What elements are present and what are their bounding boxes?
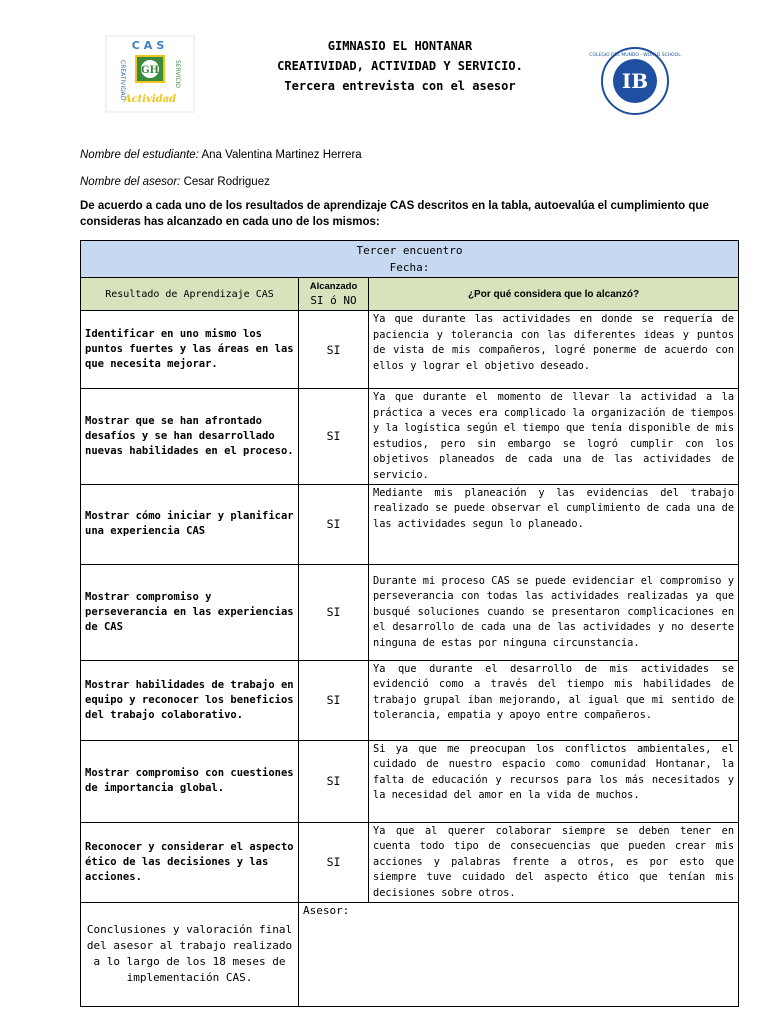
reason-text: Mediante mis planeación y las evidencias del trabajo realizado se puede observar el cumplimiento de cada una de las actividades segun lo planeado. bbox=[369, 484, 739, 564]
advisor-label: Nombre del asesor: bbox=[80, 176, 181, 188]
school-name: GIMNASIO EL HONTANAR bbox=[327, 39, 473, 53]
table-row bbox=[81, 564, 739, 660]
cas-word: Actividad bbox=[123, 94, 177, 105]
advisor-notes: Asesor: bbox=[299, 902, 739, 1006]
table-row bbox=[81, 311, 739, 389]
program-name: CREATIVIDAD, ACTIVIDAD Y SERVICIO. bbox=[277, 59, 523, 73]
reached-value: SI bbox=[299, 822, 369, 902]
document-header bbox=[200, 36, 600, 96]
encounter-title: Tercer encuentro bbox=[356, 244, 463, 257]
ib-text: IB bbox=[621, 69, 649, 93]
learning-outcome: Mostrar habilidades de trabajo en equipo y reconocer los beneficios del trabajo colaborativo. bbox=[81, 660, 299, 740]
instructions: De acuerdo a cada uno de los resultados de aprendizaje CAS descritos en la tabla, autoevalúa el cumplimiento que consideras has alcanzado en cada uno de los mismos: bbox=[80, 200, 709, 228]
table-row bbox=[81, 484, 739, 564]
table-row bbox=[81, 822, 739, 902]
table-row bbox=[81, 660, 739, 740]
student-field bbox=[80, 149, 362, 161]
cas-logo bbox=[106, 36, 194, 112]
student-label: Nombre del estudiante: bbox=[80, 149, 199, 161]
conclusion-label: Conclusiones y valoración final del asesor al trabajo realizado a lo largo de los 18 meses de implementación CAS. bbox=[81, 902, 299, 1006]
cas-letters: CAS bbox=[131, 39, 169, 52]
advisor-name: Cesar Rodriguez bbox=[183, 176, 270, 188]
learning-outcome: Identificar en uno mismo los puntos fuertes y las áreas en las que necesita mejorar. bbox=[81, 311, 299, 389]
reached-value: SI bbox=[299, 660, 369, 740]
reason-text: Ya que durante las actividades en donde se requería de paciencia y tolerancia con las diferentes ideas y puntos de vista de mis compañeros, logré ponerme de acuerdo con ellos y lograr el objetivo deseado. bbox=[369, 311, 739, 389]
ib-logo bbox=[589, 46, 681, 116]
student-name: Ana Valentina Martinez Herrera bbox=[201, 149, 362, 161]
reason-text: Ya que al querer colaborar siempre se deben tener en cuenta todo tipo de consecuencias que pueden crear mis acciones y palabras frente a otros, es por esto que siempre tuve cuidado del aspecto ético que tenían mis decisiones sobre otros. bbox=[369, 822, 739, 902]
learning-outcome: Mostrar que se han afrontado desafíos y se han desarrollado nuevas habilidades en el proceso. bbox=[81, 389, 299, 485]
reason-text: Durante mi proceso CAS se puede evidenciar el compromiso y perseverancia con todas las actividades realizadas ya que busqué soluciones cuando se presentaron complicaciones en el desarrollo de cada una de las actividades y no deserte ninguna de estas por ninguna circunstancia. bbox=[369, 564, 739, 660]
reached-value: SI bbox=[299, 311, 369, 389]
ib-ring-text: COLEGIO DEL MUNDO · WORLD SCHOOL bbox=[589, 53, 681, 58]
col-header-why: ¿Por qué considera que lo alcanzó? bbox=[369, 278, 739, 311]
cas-evaluation-table bbox=[80, 240, 739, 1007]
learning-outcome: Reconocer y considerar el aspecto ético de las decisiones y las acciones. bbox=[81, 822, 299, 902]
learning-outcome: Mostrar compromiso y perseverancia en las experiencias de CAS bbox=[81, 564, 299, 660]
learning-outcome: Mostrar compromiso con cuestiones de importancia global. bbox=[81, 740, 299, 822]
advisor-field bbox=[80, 176, 270, 188]
svg-text:GH: GH bbox=[141, 65, 159, 76]
encounter-band bbox=[81, 241, 739, 278]
reason-text: Ya que durante el desarrollo de mis actividades se evidenció como a través del tiempo mis habilidades de trabajo grupal iban mejorando, al igual que mi sentido de tolerancia, empatia y apoyo entre compañeros. bbox=[369, 660, 739, 740]
reason-text: Ya que durante el momento de llevar la actividad a la práctica a veces era complicado la organización de tiempos y la logística según el tiempo que tenía disponible de mis estudios, pero sin embargo se logró cumplir con los objetivos planeados de cada una de las actividades de servicio. bbox=[369, 389, 739, 485]
reached-value: SI bbox=[299, 564, 369, 660]
table-row bbox=[81, 389, 739, 485]
reached-value: SI bbox=[299, 740, 369, 822]
reason-text: Si ya que me preocupan los conflictos ambientales, el cuidado de nuestro espacio como comunidad Hontanar, la falta de educación y recursos para los más necesitados y la necesidad del amor en la vida de muchos. bbox=[369, 740, 739, 822]
encounter-date: Fecha: bbox=[389, 261, 430, 274]
conclusion-row bbox=[81, 902, 739, 1006]
reached-value: SI bbox=[299, 484, 369, 564]
col-header-result: Resultado de Aprendizaje CAS bbox=[81, 278, 299, 311]
reached-value: SI bbox=[299, 389, 369, 485]
svg-text:CREATIVIDAD: CREATIVIDAD bbox=[119, 60, 126, 101]
table-row bbox=[81, 740, 739, 822]
svg-text:SERVICIO: SERVICIO bbox=[174, 60, 181, 88]
col-header-reached: Alcanzado SI ó NO bbox=[299, 278, 369, 311]
interview-title: Tercera entrevista con el asesor bbox=[284, 79, 516, 93]
learning-outcome: Mostrar cómo iniciar y planificar una experiencia CAS bbox=[81, 484, 299, 564]
